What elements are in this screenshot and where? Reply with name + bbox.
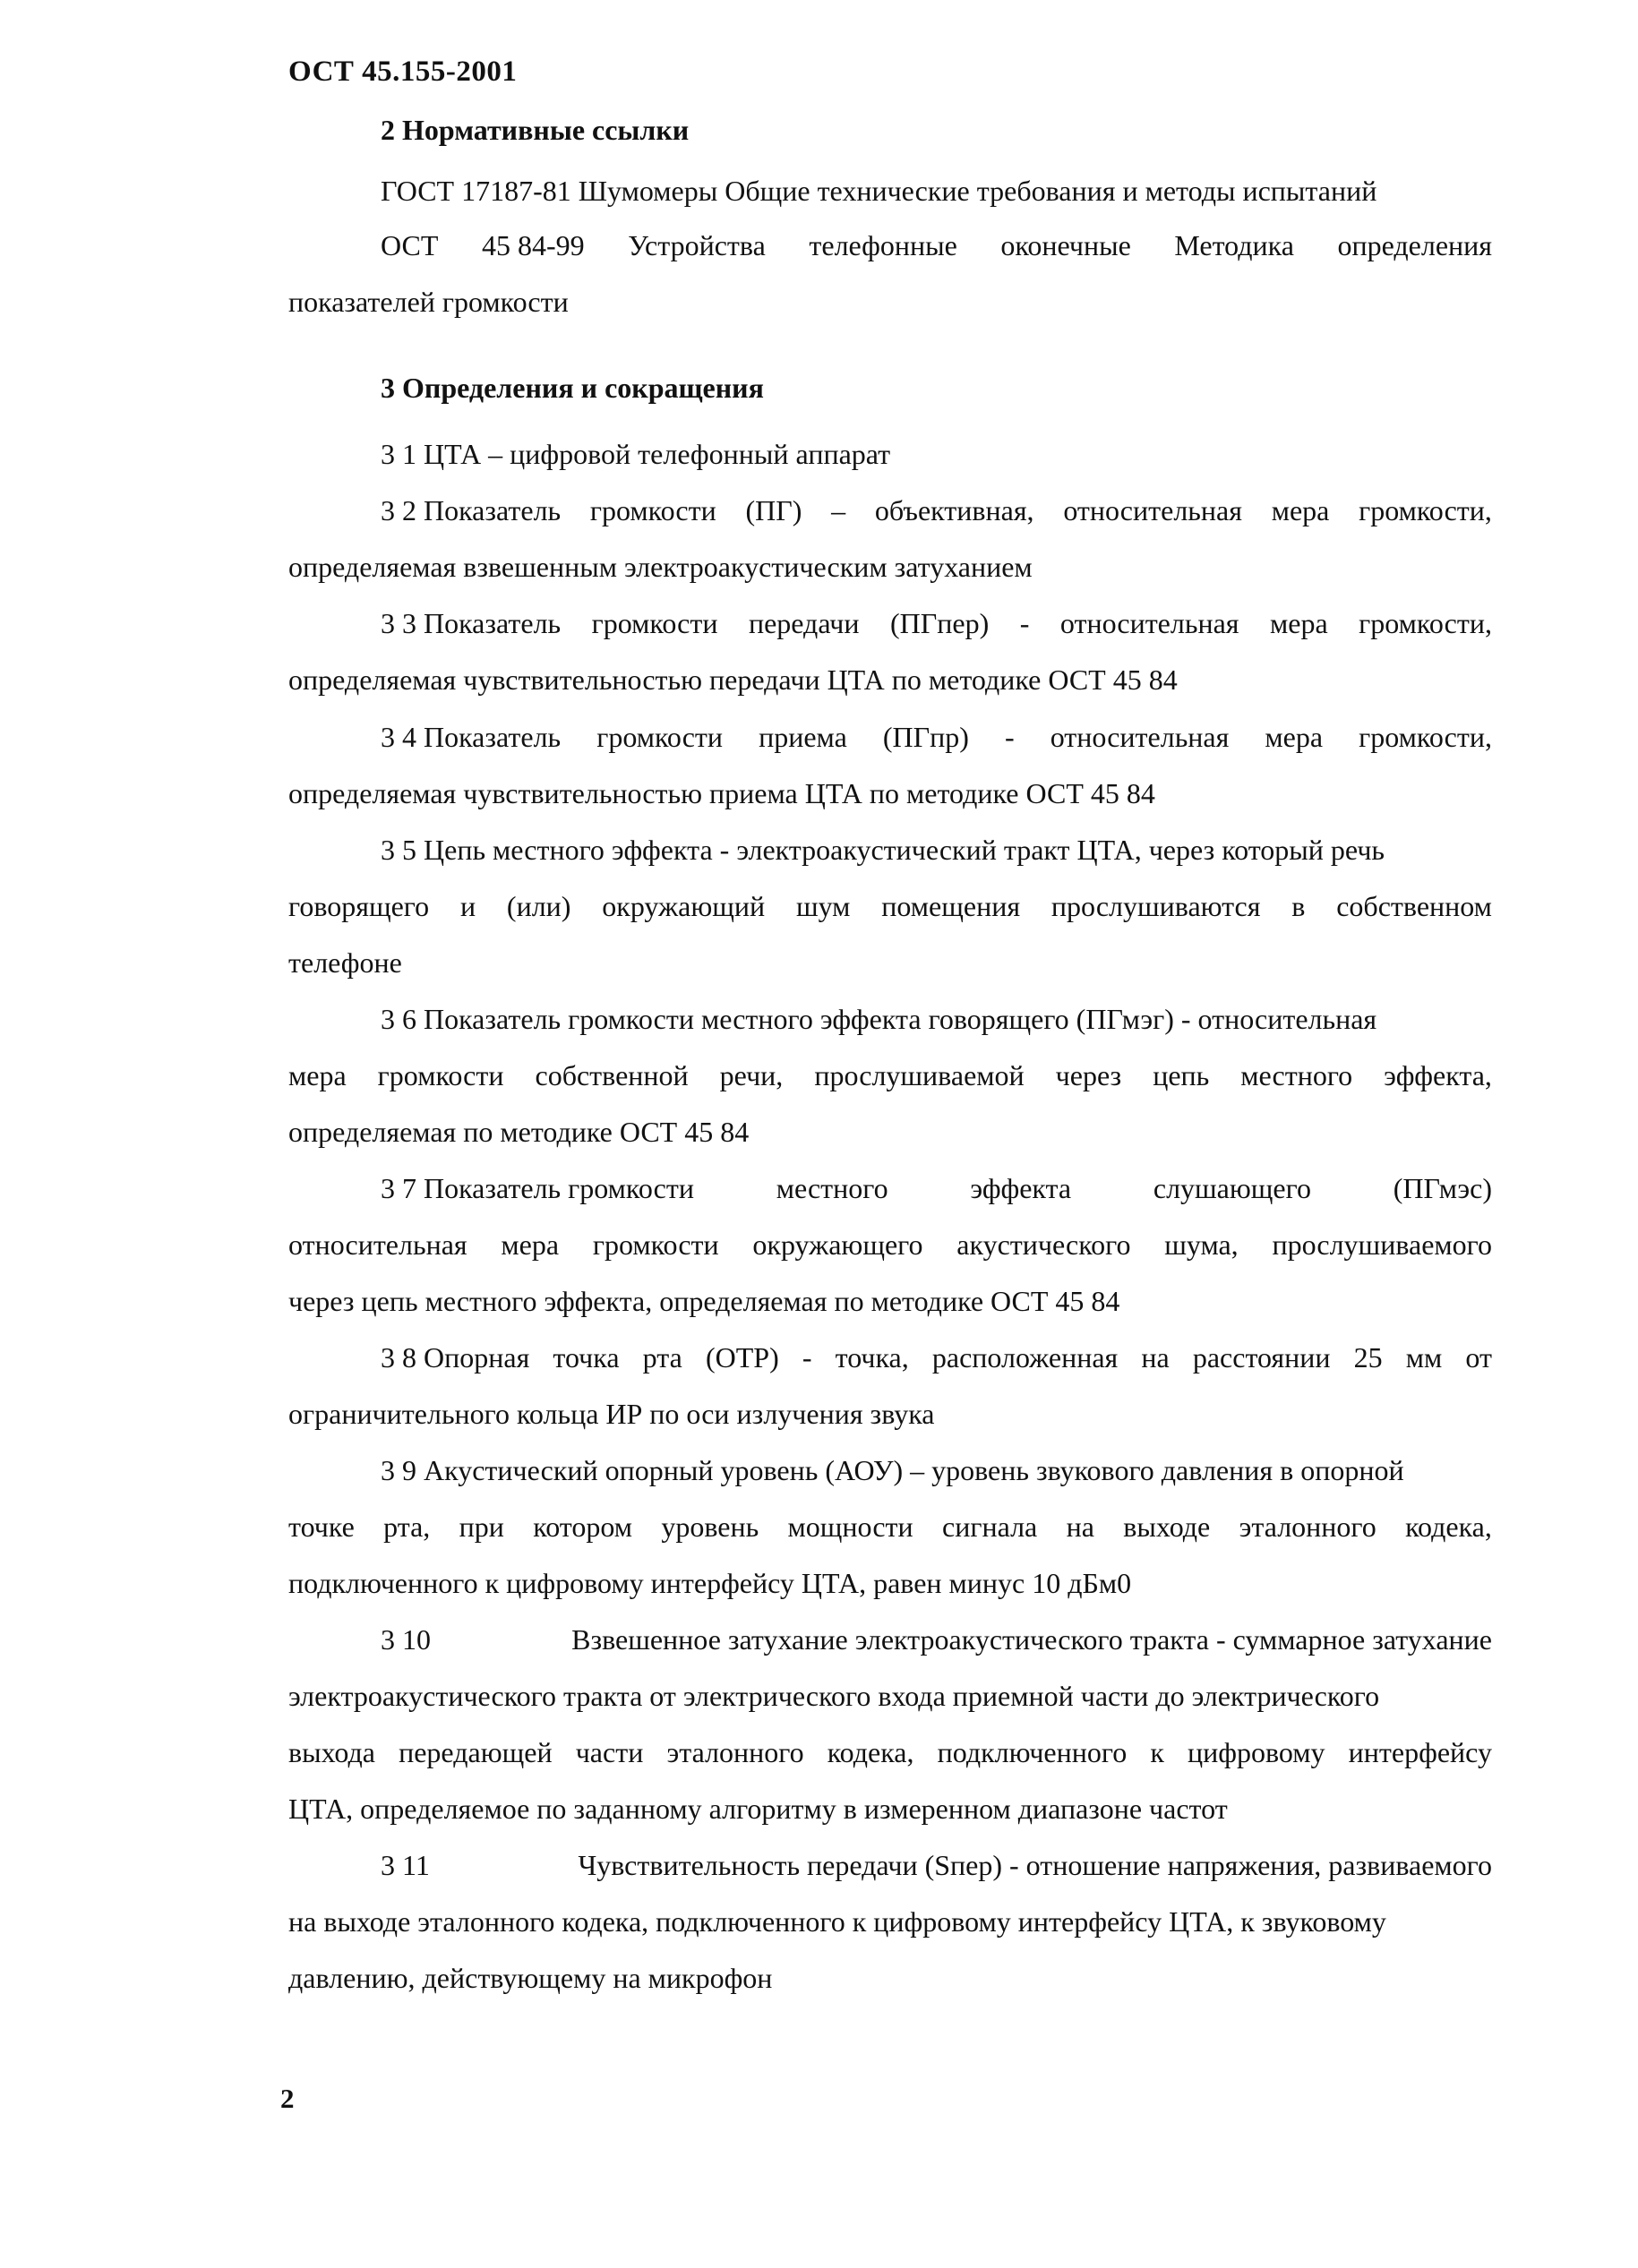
line-word: цифровому bbox=[1188, 1736, 1325, 1768]
definition-3-4-line1 bbox=[381, 723, 1492, 751]
line-word: телефонные bbox=[809, 229, 957, 261]
definition-3-10-line1 bbox=[381, 1625, 1492, 1654]
line-word: к bbox=[1150, 1736, 1164, 1768]
definition-3-8-line1 bbox=[381, 1343, 1492, 1372]
line-word: мощности bbox=[787, 1511, 913, 1543]
definition-3-8-line2: ограничительного кольца ИР по оси излучения звука bbox=[288, 1398, 935, 1430]
line-word: и bbox=[459, 890, 476, 922]
line-word: уровень bbox=[661, 1511, 759, 1543]
definition-3-5-line2 bbox=[288, 892, 1492, 920]
line-word: акустического bbox=[956, 1228, 1131, 1261]
line-word: окружающий bbox=[602, 890, 766, 922]
document-header: ОСТ 45.155-2001 bbox=[288, 56, 518, 88]
line-word: Чувствительность передачи (Sпер) - отношение напряжения, развиваемого bbox=[578, 1849, 1492, 1881]
line-word: громкости bbox=[589, 494, 716, 526]
line-word: относительная bbox=[288, 1228, 467, 1261]
definition-3-4-line2: определяемая чувствительностью приема ЦТА по методике ОСТ 45 84 bbox=[288, 777, 1155, 809]
line-word: эффекта bbox=[970, 1172, 1072, 1204]
line-word: громкости, bbox=[1359, 607, 1492, 639]
line-word: относительная bbox=[1059, 607, 1239, 639]
line-word: (ПГпр) bbox=[882, 721, 969, 753]
line-word: в bbox=[1291, 890, 1306, 922]
line-word: окружающего bbox=[752, 1228, 923, 1261]
line-word: мера bbox=[501, 1228, 560, 1261]
line-word: ОСТ bbox=[381, 229, 439, 261]
line-word: сигнала bbox=[942, 1511, 1038, 1543]
line-word: Взвешенное затухание электроакустического тракта - суммарное затухание bbox=[571, 1623, 1492, 1656]
definition-3-2-line1 bbox=[381, 496, 1492, 525]
line-word: эталонного bbox=[1239, 1511, 1376, 1543]
line-word: мера bbox=[1265, 721, 1324, 753]
line-word: 3 2 Показатель bbox=[381, 494, 562, 526]
line-word: передачи bbox=[748, 607, 860, 639]
definition-3-3-line2: определяемая чувствительностью передачи ЦТА по методике ОСТ 45 84 bbox=[288, 663, 1178, 696]
line-word: местного bbox=[776, 1172, 888, 1204]
line-word: громкости bbox=[591, 607, 718, 639]
line-word: интерфейсу bbox=[1348, 1736, 1492, 1768]
definition-3-6-line2 bbox=[288, 1061, 1492, 1090]
line-word: эффекта, bbox=[1384, 1059, 1492, 1091]
definition-3-5-line1: 3 5 Цепь местного эффекта - электроакустический тракт ЦТА, через который речь bbox=[381, 834, 1385, 866]
line-word: 3 3 Показатель bbox=[381, 607, 562, 639]
line-word: Устройства bbox=[628, 229, 766, 261]
line-word: цепь bbox=[1153, 1059, 1210, 1091]
line-word: слушающего bbox=[1153, 1172, 1311, 1204]
definition-3-3-line1 bbox=[381, 609, 1492, 638]
line-word: точка bbox=[553, 1341, 620, 1374]
definition-3-11-line3: давлению, действующему на микрофон bbox=[288, 1962, 773, 1994]
line-word: (или) bbox=[506, 890, 571, 922]
line-word: определения bbox=[1337, 229, 1492, 261]
line-word: громкости bbox=[596, 721, 724, 753]
definition-3-1: 3 1 ЦТА – цифровой телефонный аппарат bbox=[381, 438, 891, 470]
definition-3-10-line3 bbox=[288, 1738, 1492, 1767]
definition-3-6-line3: определяемая по методике ОСТ 45 84 bbox=[288, 1116, 750, 1148]
line-word: рта bbox=[642, 1341, 682, 1374]
line-word: говорящего bbox=[288, 890, 430, 922]
line-word: - bbox=[802, 1341, 812, 1374]
line-word: выходе bbox=[1123, 1511, 1211, 1543]
definition-3-6-line1: 3 6 Показатель громкости местного эффекта говорящего (ПГмэг) - относительная bbox=[381, 1003, 1377, 1035]
line-word: громкости bbox=[592, 1228, 719, 1261]
line-word: 3 10 bbox=[381, 1623, 431, 1656]
line-word: (ОТР) bbox=[705, 1341, 779, 1374]
line-word: местного bbox=[1240, 1059, 1353, 1091]
line-word: шум bbox=[795, 890, 851, 922]
line-word: мера bbox=[1269, 607, 1328, 639]
line-word: 3 11 bbox=[381, 1849, 430, 1881]
line-word: расстоянии bbox=[1192, 1341, 1331, 1374]
line-word: (ПГ) bbox=[745, 494, 802, 526]
line-word: 45 84-99 bbox=[481, 229, 585, 261]
line-word: оконечные bbox=[1000, 229, 1131, 261]
definition-3-7-line1 bbox=[381, 1174, 1492, 1202]
line-word: 25 bbox=[1353, 1341, 1383, 1374]
line-word: 3 4 Показатель bbox=[381, 721, 562, 753]
reference-ost-line2: показателей громкости bbox=[288, 286, 569, 318]
line-word: шума, bbox=[1164, 1228, 1239, 1261]
line-word: громкости bbox=[377, 1059, 504, 1091]
definition-3-10-line2: электроакустического тракта от электрического входа приемной части до электрического bbox=[288, 1680, 1380, 1712]
line-word: мера bbox=[288, 1059, 347, 1091]
definition-3-7-line3: через цепь местного эффекта, определяемая по методике ОСТ 45 84 bbox=[288, 1285, 1120, 1317]
line-word: кодека, bbox=[1405, 1511, 1492, 1543]
definition-3-2-line2: определяемая взвешенным электроакустическим затуханием bbox=[288, 551, 1033, 583]
reference-ost-line1 bbox=[381, 231, 1492, 260]
line-word: громкости, bbox=[1359, 721, 1492, 753]
line-word: - bbox=[1004, 721, 1015, 753]
line-word: (ПГмэс) bbox=[1393, 1172, 1492, 1204]
line-word: 3 8 Опорная bbox=[381, 1341, 530, 1374]
line-word: передающей bbox=[399, 1736, 553, 1768]
definition-3-9-line1: 3 9 Акустический опорный уровень (АОУ) – уровень звукового давления в опорной bbox=[381, 1454, 1404, 1486]
definition-3-7-line2 bbox=[288, 1230, 1492, 1259]
line-word: от bbox=[1465, 1341, 1492, 1374]
definition-3-5-line3: телефоне bbox=[288, 946, 402, 979]
line-word: прослушиваются bbox=[1051, 890, 1261, 922]
reference-gost: ГОСТ 17187-81 Шумомеры Общие технические требования и методы испытаний bbox=[381, 175, 1377, 207]
line-word: кодека, bbox=[827, 1736, 914, 1768]
line-word: собственном bbox=[1336, 890, 1492, 922]
page-number: 2 bbox=[280, 2083, 295, 2114]
line-word: на bbox=[1066, 1511, 1094, 1543]
line-word: эталонного bbox=[666, 1736, 804, 1768]
line-word: объективная, bbox=[874, 494, 1034, 526]
line-word: расположенная bbox=[931, 1341, 1119, 1374]
line-word: мера bbox=[1271, 494, 1330, 526]
line-word: собственной bbox=[535, 1059, 689, 1091]
line-word: речи, bbox=[719, 1059, 784, 1091]
line-word: прослушиваемой bbox=[814, 1059, 1025, 1091]
definition-3-9-line3: подключенного к цифровому интерфейсу ЦТА, равен минус 10 дБм0 bbox=[288, 1567, 1132, 1599]
line-word: – bbox=[831, 494, 846, 526]
line-word: приема bbox=[759, 721, 847, 753]
line-word: громкости, bbox=[1359, 494, 1492, 526]
line-word: прослушиваемого bbox=[1272, 1228, 1492, 1261]
line-word: Методика bbox=[1174, 229, 1294, 261]
line-word: выхода bbox=[288, 1736, 375, 1768]
line-word: через bbox=[1055, 1059, 1122, 1091]
line-word: при bbox=[459, 1511, 504, 1543]
line-word: помещения bbox=[881, 890, 1021, 922]
line-word: на bbox=[1141, 1341, 1170, 1374]
line-word: рта, bbox=[383, 1511, 431, 1543]
line-word: - bbox=[1019, 607, 1030, 639]
definition-3-10-line4: ЦТА, определяемое по заданному алгоритму в измеренном диапазоне частот bbox=[288, 1793, 1228, 1825]
line-word: точке bbox=[288, 1511, 355, 1543]
line-word: точка, bbox=[835, 1341, 909, 1374]
line-word: подключенного bbox=[937, 1736, 1128, 1768]
line-word: относительная bbox=[1063, 494, 1242, 526]
line-word: котором bbox=[533, 1511, 632, 1543]
line-word: 3 7 Показатель громкости bbox=[381, 1172, 694, 1204]
section-2-title: 2 Нормативные ссылки bbox=[381, 114, 690, 146]
definition-3-9-line2 bbox=[288, 1512, 1492, 1541]
section-3-title: 3 Определения и сокращения bbox=[381, 372, 764, 404]
line-word: (ПГпер) bbox=[889, 607, 990, 639]
definition-3-11-line2: на выходе эталонного кодека, подключенного к цифровому интерфейсу ЦТА, к звуковому bbox=[288, 1905, 1386, 1938]
line-word: части bbox=[575, 1736, 644, 1768]
line-word: относительная bbox=[1050, 721, 1230, 753]
line-word: мм bbox=[1405, 1341, 1443, 1374]
definition-3-11-line1 bbox=[381, 1851, 1492, 1879]
